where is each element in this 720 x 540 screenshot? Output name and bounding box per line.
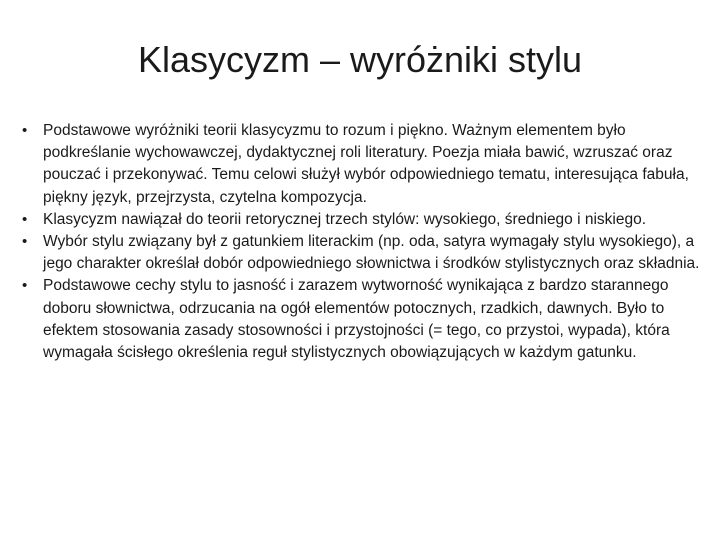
bullet-text: Podstawowe wyróżniki teorii klasycyzmu to rozum i piękno. Ważnym elementem było podkreślanie wychowawczej, dydaktycznej roli literatury. Poezja miała bawić, wzruszać oraz pouczać i przekonywać. Temu celowi służył wybór odpowiedniego tematu, interesująca fabuła, piękny język, przejrzysta, czytelna kompozycja. <box>43 122 689 206</box>
bullet-dot-icon: • <box>22 233 28 251</box>
bullet-item <box>22 231 714 275</box>
bullet-text: Klasycyzm nawiązał do teorii retorycznej trzech stylów: wysokiego, średniego i niskiego. <box>43 210 647 228</box>
bullet-dot-icon: • <box>22 210 28 228</box>
bullet-dot-icon: • <box>22 122 28 139</box>
bullet-item <box>22 209 714 231</box>
slide-title: Klasycyzm – wyróżniki stylu <box>137 39 583 80</box>
bullet-list <box>22 120 714 364</box>
bullet-dot-icon: • <box>22 277 28 295</box>
bullet-text: Podstawowe cechy stylu to jasność i zarazem wytworność wynikająca z bardzo starannego doboru słownictwa, odrzucania na ogół elementów potocznych, rzadkich, dawnych. Było to efektem stosowania zasady stosowności i przystojności (= tego, co przystoi, wypada), która wymagała ścisłego określenia reguł stylistycznych obowiązujących w każdym gatunku. <box>43 277 670 362</box>
bullet-item <box>22 120 714 209</box>
bullet-item <box>22 275 714 364</box>
bullet-text: Wybór stylu związany był z gatunkiem literackim (np. oda, satyra wymagały stylu wysokiego), a jego charakter określał dobór odpowiedniego słownictwa i środków stylistycznych oraz składnia. <box>43 233 700 273</box>
